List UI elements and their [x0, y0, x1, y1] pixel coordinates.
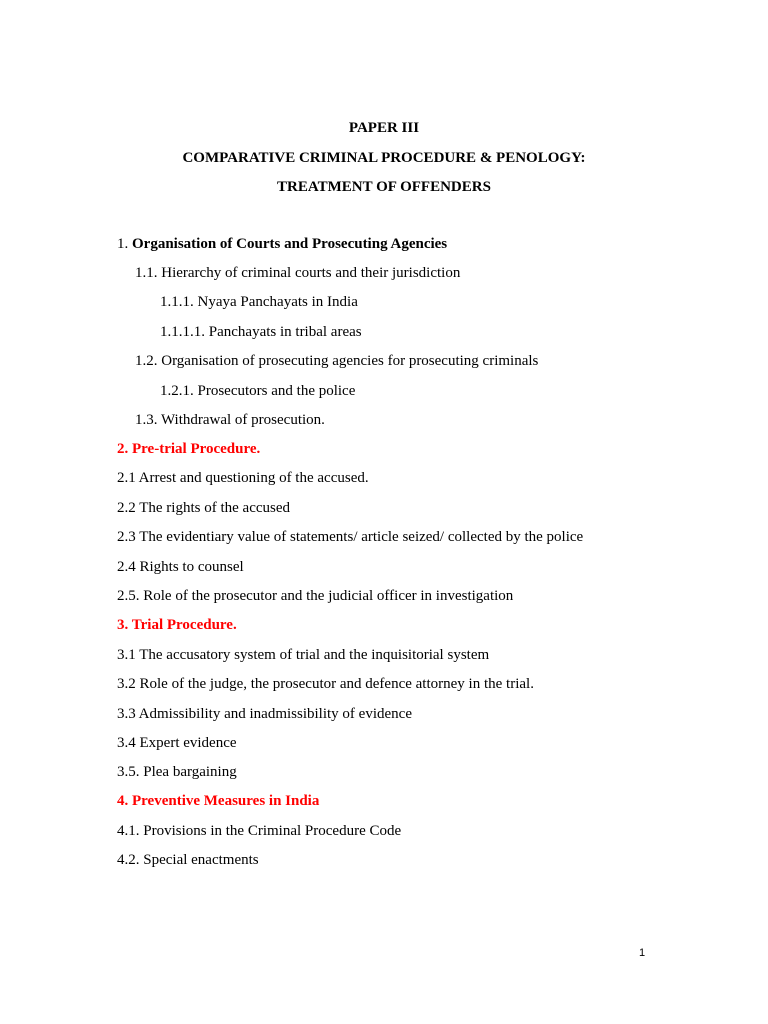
- section-1-title: Organisation of Courts and Prosecuting Agencies: [132, 236, 448, 252]
- paper-number: PAPER III: [348, 120, 420, 136]
- list-item: 1.3. Withdrawal of prosecution.: [135, 412, 325, 428]
- list-item: 3.2 Role of the judge, the prosecutor and defence attorney in the trial.: [117, 676, 534, 692]
- list-item: 1.1.1. Nyaya Panchayats in India: [160, 294, 358, 310]
- list-item: 2.4 Rights to counsel: [117, 559, 244, 575]
- paper-subtitle: TREATMENT OF OFFENDERS: [277, 179, 491, 195]
- list-item: 3.1 The accusatory system of trial and the inquisitorial system: [117, 647, 490, 663]
- list-item: 1.2.1. Prosecutors and the police: [160, 383, 356, 399]
- paper-title: COMPARATIVE CRIMINAL PROCEDURE & PENOLOGY:: [182, 150, 586, 166]
- section-1-number: 1.: [117, 236, 132, 252]
- list-item: 3.4 Expert evidence: [117, 735, 237, 751]
- list-item: 1.2. Organisation of prosecuting agencies for prosecuting criminals: [135, 353, 539, 369]
- list-item: 4.1. Provisions in the Criminal Procedure Code: [117, 823, 402, 839]
- list-item: 1.1. Hierarchy of criminal courts and their jurisdiction: [135, 265, 461, 281]
- list-item: 3.3 Admissibility and inadmissibility of evidence: [117, 706, 412, 722]
- list-item: 2.2 The rights of the accused: [117, 500, 291, 516]
- section-1-heading: [117, 235, 447, 253]
- section-4-heading: 4. Preventive Measures in India: [117, 793, 320, 809]
- section-3-heading: 3. Trial Procedure.: [117, 617, 237, 633]
- section-2-heading: 2. Pre-trial Procedure.: [117, 441, 261, 457]
- list-item: 1.1.1.1. Panchayats in tribal areas: [160, 324, 362, 340]
- list-item: 2.1 Arrest and questioning of the accused.: [117, 470, 369, 486]
- list-item: 2.3 The evidentiary value of statements/ article seized/ collected by the police: [117, 529, 584, 545]
- list-item: 3.5. Plea bargaining: [117, 764, 237, 780]
- list-item: 2.5. Role of the prosecutor and the judicial officer in investigation: [117, 588, 514, 604]
- list-item: 4.2. Special enactments: [117, 852, 259, 868]
- page-number: 1: [639, 947, 646, 959]
